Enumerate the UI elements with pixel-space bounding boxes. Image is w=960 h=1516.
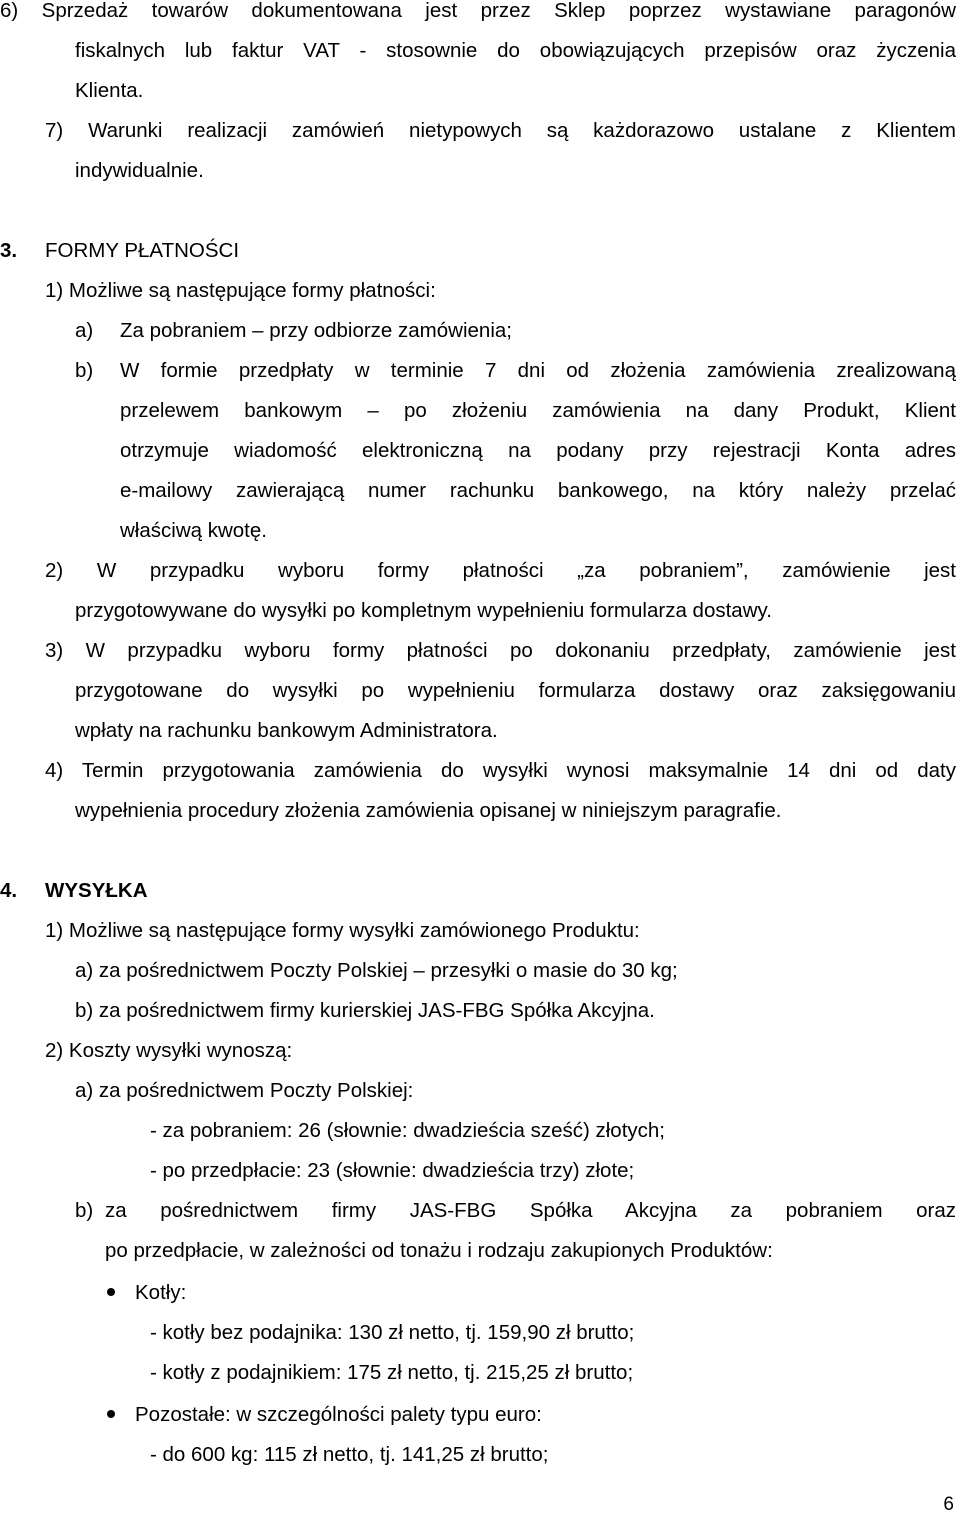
page-number: 6 [943,1494,954,1515]
shipping-costs-b-line-1: za pośrednictwem firmy JAS-FBG Spółka Akcyjna za pobraniem oraz [105,1199,956,1222]
payment-p4-line-2: wypełnienia procedury złożenia zamówienia opisanej w niniejszym paragrafie. [75,799,782,822]
pozostale-item-1: - do 600 kg: 115 zł netto, tj. 141,25 zł brutto; [150,1443,549,1466]
shipping-intro: 1) Możliwe są następujące formy wysyłki zamówionego Produktu: [45,919,640,942]
kotly-item-1: - kotły bez podajnika: 130 zł netto, tj. 159,90 zł brutto; [150,1321,635,1344]
payment-b-line-1: W formie przedpłaty w terminie 7 dni od złożenia zamówienia zrealizowaną [120,359,956,382]
shipping-costs-b-line-2: po przedpłacie, w zależności od tonażu i rodzaju zakupionych Produktów: [105,1239,773,1262]
shipping-costs-a-item-2: - po przedpłacie: 23 (słownie: dwadzieścia trzy) złote; [150,1159,635,1182]
shipping-option-a: a) za pośrednictwem Poczty Polskiej – przesyłki o masie do 30 kg; [75,959,678,982]
payment-b-marker: b) [75,359,94,382]
shipping-option-b: b) za pośrednictwem firmy kurierskiej JAS-FBG Spółka Akcyjna. [75,999,655,1022]
section-4-number: 4. [0,879,18,902]
item7-line-1: 7) Warunki realizacji zamówień nietypowych są każdorazowo ustalane z Klientem [45,119,956,142]
section-4-title: WYSYŁKA [45,879,148,902]
payment-p2-line-1: 2) W przypadku wyboru formy płatności „za pobraniem”, zamówienie jest [45,559,956,582]
item7-line-2: indywidualnie. [75,159,204,182]
payment-p3-line-1: 3) W przypadku wyboru formy płatności po dokonaniu przedpłaty, zamówienie jest [45,639,956,662]
item6-line-3: Klienta. [75,79,144,102]
shipping-costs-a-item-1: - za pobraniem: 26 (słownie: dwadzieścia sześć) złotych; [150,1119,665,1142]
shipping-costs-a: a) za pośrednictwem Poczty Polskiej: [75,1079,414,1102]
bullet-pozostale: Pozostałe: w szczególności palety typu euro: [135,1403,542,1426]
bullet-icon [107,1288,115,1296]
section-3-title: FORMY PŁATNOŚCI [45,239,240,262]
payment-b-line-4: e-mailowy zawierającą numer rachunku bankowego, na który należy przelać [120,479,956,502]
shipping-costs-intro: 2) Koszty wysyłki wynoszą: [45,1039,293,1062]
payment-p3-line-2: przygotowane do wysyłki po wypełnieniu formularza dostawy oraz zaksięgowaniu [75,679,956,702]
payment-b-line-2: przelewem bankowym – po złożeniu zamówienia na dany Produkt, Klient [120,399,956,422]
payment-a-marker: a) [75,319,94,342]
payment-a-text: Za pobraniem – przy odbiorze zamówienia; [120,319,512,342]
item6-line-2: fiskalnych lub faktur VAT - stosownie do obowiązujących przepisów oraz życzenia [75,39,956,62]
bullet-icon [107,1410,115,1418]
payment-p4-line-1: 4) Termin przygotowania zamówienia do wysyłki wynosi maksymalnie 14 dni od daty [45,759,956,782]
shipping-costs-b-marker: b) [75,1199,94,1222]
bullet-kotly: Kotły: [135,1281,187,1304]
payment-b-line-3: otrzymuje wiadomość elektroniczną na podany przy rejestracji Konta adres [120,439,956,462]
payment-p2-line-2: przygotowywane do wysyłki po kompletnym wypełnieniu formularza dostawy. [75,599,772,622]
kotly-item-2: - kotły z podajnikiem: 175 zł netto, tj. 215,25 zł brutto; [150,1361,634,1384]
payment-p3-line-3: wpłaty na rachunku bankowym Administratora. [75,719,498,742]
section-3-number: 3. [0,239,18,262]
item6-line-1: 6) Sprzedaż towarów dokumentowana jest przez Sklep poprzez wystawiane paragonów [0,0,956,22]
payment-intro: 1) Możliwe są następujące formy płatności: [45,279,436,302]
payment-b-line-5: właściwą kwotę. [120,519,267,542]
